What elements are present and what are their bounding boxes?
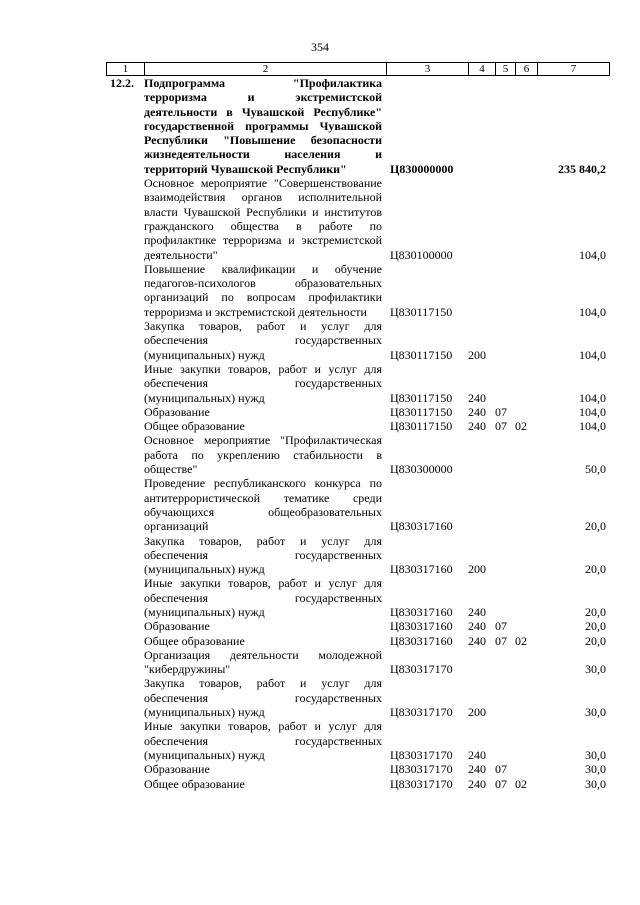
row-description: Иные закупки товаров, работ и услуг для обеспечения государственных (муниципальных) нужд — [144, 361, 382, 405]
row-description: Закупка товаров, работ и услуг для обеспечения государственных (муниципальных) нужд — [144, 533, 382, 577]
row-amount: 104,0 — [579, 347, 606, 362]
row-amount: 235 840,2 — [558, 161, 606, 176]
header-col-4: 4 — [469, 63, 496, 75]
row-expense-type: 240 — [468, 633, 486, 648]
row-description: Закупка товаров, работ и услуг для обеспечения государственных (муниципальных) нужд — [144, 676, 382, 720]
row-amount: 30,0 — [585, 662, 606, 677]
row-expense-type: 200 — [468, 562, 486, 577]
table-row — [106, 433, 610, 476]
row-description: Иные закупки товаров, работ и услуг для обеспечения государственных (муниципальных) нужд — [144, 719, 382, 762]
header-col-1: 1 — [107, 63, 145, 75]
row-subsection: 02 — [515, 633, 527, 648]
row-expense-type: 240 — [468, 762, 486, 777]
row-description: Повышение квалификации и обучение педагогов-психологов образовательных организаций по вопросам профилактики терроризма и экстремистской деятельности — [144, 261, 382, 319]
row-description: Образование — [144, 762, 210, 777]
row-target-code: Ц830117150 — [390, 304, 453, 319]
row-description: Общее образование — [144, 419, 245, 434]
row-subsection: 02 — [515, 419, 527, 434]
row-target-code: Ц830317160 — [390, 562, 453, 577]
row-description: Основное мероприятие "Профилактическая работа по укреплению стабильности в обществе" — [144, 433, 382, 477]
table-row — [106, 405, 610, 419]
row-expense-type: 200 — [468, 705, 486, 720]
table-header — [106, 62, 610, 76]
row-target-code: Ц830000000 — [390, 161, 454, 176]
row-description: Общее образование — [144, 633, 245, 648]
row-amount: 30,0 — [585, 705, 606, 720]
table-row — [106, 362, 610, 405]
page-number: 354 — [311, 40, 329, 54]
row-target-code: Ц830317160 — [390, 633, 453, 648]
row-amount: 20,0 — [585, 562, 606, 577]
row-amount: 104,0 — [579, 247, 606, 262]
table-row — [106, 576, 610, 619]
row-amount: 20,0 — [585, 619, 606, 634]
budget-table-body — [106, 76, 610, 791]
row-description: Образование — [144, 619, 210, 634]
row-amount: 104,0 — [579, 304, 606, 319]
table-row — [106, 719, 610, 762]
row-target-code: Ц830317160 — [390, 619, 453, 634]
row-target-code: Ц830117150 — [390, 347, 453, 362]
row-section: 07 — [495, 419, 507, 434]
row-expense-type: 240 — [468, 419, 486, 434]
row-description: Основное мероприятие "Совершенствование взаимодействия органов исполнительной власти Чувашской Республики и институтов гражданского общества в работе по профилактике терроризма и экстремистской деятельности" — [144, 176, 382, 262]
row-target-code: Ц830317170 — [390, 762, 453, 777]
row-description: Закупка товаров, работ и услуг для обеспечения государственных (муниципальных) нужд — [144, 319, 382, 362]
row-expense-type: 200 — [468, 347, 486, 362]
row-target-code: Ц830300000 — [390, 462, 453, 477]
header-col-2: 2 — [145, 63, 387, 75]
row-target-code: Ц830100000 — [390, 247, 453, 262]
table-row — [106, 76, 610, 176]
row-expense-type: 240 — [468, 776, 486, 791]
row-section: 07 — [495, 404, 507, 419]
table-row — [106, 676, 610, 719]
row-description: Организация деятельности молодежной "кибердружины" — [144, 647, 382, 677]
row-target-code: Ц830117150 — [390, 404, 453, 419]
row-description: Общее образование — [144, 776, 245, 791]
table-row — [106, 634, 610, 648]
row-subsection: 02 — [515, 776, 527, 791]
row-section: 07 — [495, 633, 507, 648]
table-row — [106, 619, 610, 633]
row-target-code: Ц830317170 — [390, 662, 453, 677]
header-col-7: 7 — [570, 63, 577, 75]
header-col-3: 3 — [387, 63, 469, 75]
row-section: 07 — [495, 619, 507, 634]
row-amount: 104,0 — [579, 419, 606, 434]
row-target-code: Ц830117150 — [390, 419, 453, 434]
header-col-5: 5 — [496, 63, 516, 75]
row-target-code: Ц830317160 — [390, 519, 453, 534]
row-expense-type: 240 — [468, 747, 486, 762]
row-amount: 30,0 — [585, 747, 606, 762]
table-row — [106, 476, 610, 533]
table-row — [106, 419, 610, 433]
row-amount: 104,0 — [579, 390, 606, 405]
table-row — [106, 534, 610, 577]
row-section: 07 — [495, 776, 507, 791]
row-amount: 30,0 — [585, 776, 606, 791]
row-target-code: Ц830317170 — [390, 705, 453, 720]
table-row — [106, 648, 610, 677]
row-description: Проведение республиканского конкурса по антитеррористической тематике среди обучающихся общеобразовательных организаций — [144, 476, 382, 534]
row-expense-type: 240 — [468, 390, 486, 405]
row-amount: 20,0 — [585, 519, 606, 534]
row-expense-type: 240 — [468, 604, 486, 619]
table-row — [106, 176, 610, 262]
table-row — [106, 319, 610, 362]
table-row — [106, 777, 610, 791]
row-target-code: Ц830317160 — [390, 604, 453, 619]
row-description: Образование — [144, 404, 210, 419]
header-col-6: 6 — [516, 63, 538, 75]
row-expense-type: 240 — [468, 619, 486, 634]
row-expense-type: 240 — [468, 404, 486, 419]
row-number: 12.2. — [110, 76, 134, 90]
row-target-code: Ц830317170 — [390, 776, 453, 791]
row-amount: 20,0 — [585, 633, 606, 648]
table-row — [106, 762, 610, 776]
row-amount: 30,0 — [585, 762, 606, 777]
table-row — [106, 262, 610, 319]
row-section: 07 — [495, 762, 507, 777]
row-amount: 20,0 — [585, 604, 606, 619]
row-description: Иные закупки товаров, работ и услуг для обеспечения государственных (муниципальных) нужд — [144, 576, 382, 619]
row-amount: 50,0 — [585, 462, 606, 477]
row-target-code: Ц830117150 — [390, 390, 453, 405]
row-target-code: Ц830317170 — [390, 747, 453, 762]
row-amount: 104,0 — [579, 404, 606, 419]
row-description: Подпрограмма "Профилактика терроризма и экстремистской деятельности в Чувашской Республике" государственной программы Чувашской Республики "Повышение безопасности жизнедеятельности населения и территорий Чувашской Республики" — [144, 76, 382, 176]
